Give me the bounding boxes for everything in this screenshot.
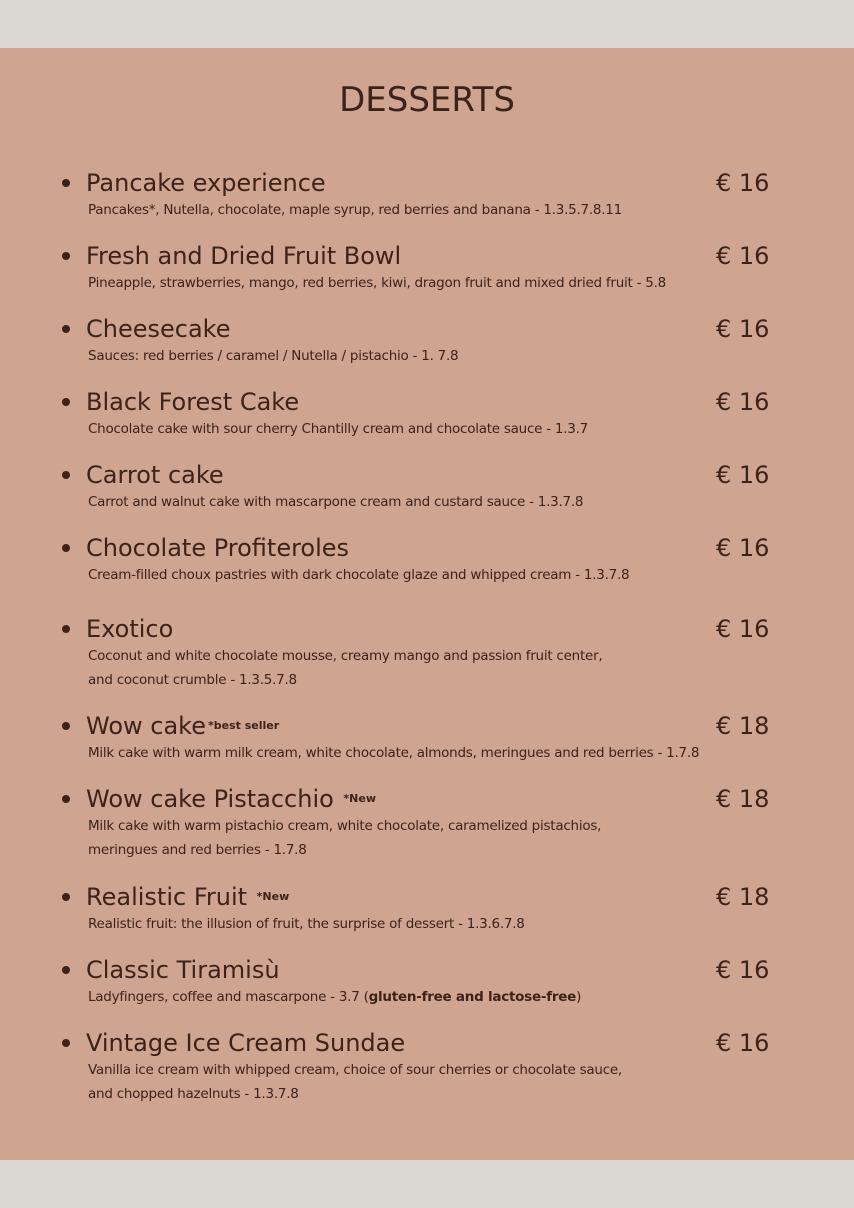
item-description: Pineapple, strawberries, mango, red berries, kiwi, dragon fruit and mixed dried fruit - 5.8 xyxy=(88,275,666,291)
item-description: Ladyfingers, coffee and mascarpone - 3.7 (gluten-free and lactose-free) xyxy=(88,989,582,1005)
item-name: Chocolate Profiteroles xyxy=(86,534,350,562)
item-price: € 16 xyxy=(716,315,770,343)
bullet-icon xyxy=(62,325,70,333)
item-description: Coconut and white chocolate mousse, creamy mango and passion fruit center, and coconut crumble - 1.3.5.7.8 xyxy=(88,648,603,688)
diet-note: gluten-free and lactose-free xyxy=(368,989,577,1005)
item-price: € 16 xyxy=(716,388,770,416)
bullet-icon xyxy=(62,471,70,479)
item-description: Milk cake with warm milk cream, white chocolate, almonds, meringues and red berries - 1.7.8 xyxy=(88,745,700,761)
bullet-icon xyxy=(62,179,70,187)
item-description: Carrot and walnut cake with mascarpone cream and custard sauce - 1.3.7.8 xyxy=(88,494,584,510)
item-tag: *New xyxy=(343,792,377,805)
item-name: Exotico xyxy=(86,615,174,643)
item-price: € 16 xyxy=(716,615,770,643)
item-name: Pancake experience xyxy=(86,169,326,197)
item-name: Realistic Fruit $^{*New}$ xyxy=(86,883,290,911)
bullet-icon xyxy=(62,893,70,901)
page-title: DESSERTS xyxy=(339,80,515,120)
item-price: € 16 xyxy=(716,169,770,197)
item-name: Cheesecake xyxy=(86,315,231,343)
bullet-icon xyxy=(62,252,70,260)
item-name: Carrot cake xyxy=(86,461,224,489)
item-price: € 18 xyxy=(716,712,770,740)
menu-page xyxy=(0,48,854,1160)
item-tag: *New xyxy=(256,890,290,903)
item-description: Vanilla ice cream with whipped cream, choice of sour cherries or chocolate sauce, and chopped hazelnuts - 1.3.7.8 xyxy=(88,1062,622,1102)
bullet-icon xyxy=(62,795,70,803)
item-price: € 16 xyxy=(716,956,770,984)
item-description: Chocolate cake with sour cherry Chantilly cream and chocolate sauce - 1.3.7 xyxy=(88,421,589,437)
item-description: Realistic fruit: the illusion of fruit, the surprise of dessert - 1.3.6.7.8 xyxy=(88,916,525,932)
bullet-icon xyxy=(62,544,70,552)
item-description: Milk cake with warm pistachio cream, white chocolate, caramelized pistachios, meringues and red berries - 1.7.8 xyxy=(88,818,602,858)
bullet-icon xyxy=(62,398,70,406)
item-price: € 18 xyxy=(716,785,770,813)
bullet-icon xyxy=(62,625,70,633)
bullet-icon xyxy=(62,722,70,730)
item-name: Wow cake Pistacchio $^{*New}$ xyxy=(86,785,377,813)
item-name: Vintage Ice Cream Sundae xyxy=(86,1029,406,1057)
item-price: € 16 xyxy=(716,1029,770,1057)
item-name: Fresh and Dried Fruit Bowl xyxy=(86,242,402,270)
bullet-icon xyxy=(62,966,70,974)
item-price: € 16 xyxy=(716,242,770,270)
item-name: Black Forest Cake xyxy=(86,388,300,416)
item-description: Pancakes*, Nutella, chocolate, maple syrup, red berries and banana - 1.3.5.7.8.11 xyxy=(88,202,622,218)
item-name: Classic Tiramisù xyxy=(86,956,280,984)
item-description: Sauces: red berries / caramel / Nutella / pistachio - 1. 7.8 xyxy=(88,348,459,364)
item-price: € 16 xyxy=(716,534,770,562)
item-description: Cream-filled choux pastries with dark chocolate glaze and whipped cream - 1.3.7.8 xyxy=(88,567,630,583)
bullet-icon xyxy=(62,1039,70,1047)
item-name: Wow cake $^{*best seller}$ xyxy=(86,712,280,740)
item-tag: *best seller xyxy=(207,719,280,732)
item-price: € 16 xyxy=(716,461,770,489)
item-price: € 18 xyxy=(716,883,770,911)
